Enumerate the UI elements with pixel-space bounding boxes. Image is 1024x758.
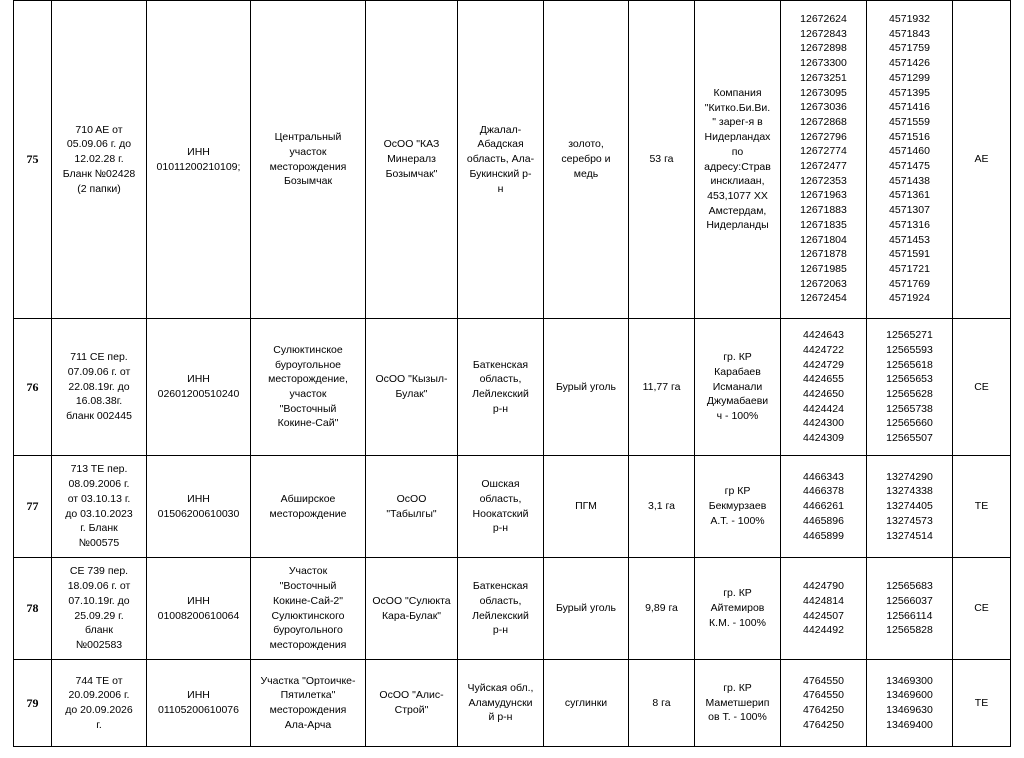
row-number: 76 xyxy=(14,319,52,456)
mineral: Бурый уголь xyxy=(544,558,629,660)
coordinates-x: 4466343 4466378 4466261 4465896 4465899 xyxy=(781,456,867,558)
area: 9,89 га xyxy=(629,558,695,660)
coordinates-x: 12672624 12672843 12672898 12673300 12673251 12673095 12673036 12672868 12672796 12672774 12672477 12672353 12671963 12671883 12671835 12671804 12671878 12671985 12672063 12672454 xyxy=(781,1,867,319)
company-name: ОсОО "Кызыл- Булак" xyxy=(366,319,458,456)
license-code: AE xyxy=(953,1,1011,319)
owner: гр. КР Айтемиров К.М. - 100% xyxy=(695,558,781,660)
mineral: суглинки xyxy=(544,660,629,747)
row-number: 77 xyxy=(14,456,52,558)
coordinates-y: 12565683 12566037 12566114 12565828 xyxy=(867,558,953,660)
coordinates-y: 13274290 13274338 13274405 13274573 13274514 xyxy=(867,456,953,558)
license-code: TE xyxy=(953,660,1011,747)
location: Ошская область, Ноокатский р-н xyxy=(458,456,544,558)
area: 11,77 га xyxy=(629,319,695,456)
mineral: Бурый уголь xyxy=(544,319,629,456)
license-info: 744 TE от 20.09.2006 г. до 20.09.2026 г. xyxy=(52,660,147,747)
inn: ИНН 01008200610064 xyxy=(147,558,251,660)
company-name: ОсОО "Алис- Строй" xyxy=(366,660,458,747)
license-code: TE xyxy=(953,456,1011,558)
owner: гр КР Бекмурзаев А.Т. - 100% xyxy=(695,456,781,558)
owner: гр. КР Карабаев Исманали Джумабаеви ч - 100% xyxy=(695,319,781,456)
coordinates-x: 4764550 4764550 4764250 4764250 xyxy=(781,660,867,747)
owner: гр. КР Маметшерип ов Т. - 100% xyxy=(695,660,781,747)
location: Джалал- Абадская область, Ала- Букинский р- н xyxy=(458,1,544,319)
location: Чуйская обл., Аламудунски й р-н xyxy=(458,660,544,747)
deposit-object: Участок "Восточный Кокине-Сай-2" Сулюктинского буроугольного месторождения xyxy=(251,558,366,660)
table-row xyxy=(14,660,1011,747)
inn: ИНН 01105200610076 xyxy=(147,660,251,747)
area: 8 га xyxy=(629,660,695,747)
table-row xyxy=(14,1,1011,319)
company-name: ОсОО "КАЗ Минералз Бозымчак" xyxy=(366,1,458,319)
license-registry-table xyxy=(13,0,1011,747)
coordinates-y: 12565271 12565593 12565618 12565653 12565628 12565738 12565660 12565507 xyxy=(867,319,953,456)
mineral: ПГМ xyxy=(544,456,629,558)
inn: ИНН 01011200210109; xyxy=(147,1,251,319)
coordinates-x: 4424790 4424814 4424507 4424492 xyxy=(781,558,867,660)
location: Баткенская область, Лейлекский р-н xyxy=(458,558,544,660)
coordinates-x: 4424643 4424722 4424729 4424655 4424650 4424424 4424300 4424309 xyxy=(781,319,867,456)
company-name: ОсОО "Табылгы" xyxy=(366,456,458,558)
table-row xyxy=(14,558,1011,660)
coordinates-y: 4571932 4571843 4571759 4571426 4571299 4571395 4571416 4571559 4571516 4571460 4571475 4571438 4571361 4571307 4571316 4571453 4571591 4571721 4571769 4571924 xyxy=(867,1,953,319)
row-number: 75 xyxy=(14,1,52,319)
location: Баткенская область, Лейлекский р-н xyxy=(458,319,544,456)
license-info: 710 AE от 05.09.06 г. до 12.02.28 г. Бланк №02428 (2 папки) xyxy=(52,1,147,319)
inn: ИНН 02601200510240 xyxy=(147,319,251,456)
mineral: золото, серебро и медь xyxy=(544,1,629,319)
row-number: 78 xyxy=(14,558,52,660)
deposit-object: Центральный участок месторождения Бозымчак xyxy=(251,1,366,319)
license-info: CE 739 пер. 18.09.06 г. от 07.10.19г. до 25.09.29 г. бланк №002583 xyxy=(52,558,147,660)
inn: ИНН 01506200610030 xyxy=(147,456,251,558)
coordinates-y: 13469300 13469600 13469630 13469400 xyxy=(867,660,953,747)
deposit-object: Абширское месторождение xyxy=(251,456,366,558)
table-row xyxy=(14,456,1011,558)
license-info: 713 TE пер. 08.09.2006 г. от 03.10.13 г. до 03.10.2023 г. Бланк №00575 xyxy=(52,456,147,558)
area: 53 га xyxy=(629,1,695,319)
row-number: 79 xyxy=(14,660,52,747)
table-row xyxy=(14,319,1011,456)
deposit-object: Участка "Ортоичке- Пятилетка" месторождения Ала-Арча xyxy=(251,660,366,747)
license-info: 711 CE пер. 07.09.06 г. от 22.08.19г. до 16.08.38г. бланк 002445 xyxy=(52,319,147,456)
license-code: CE xyxy=(953,319,1011,456)
company-name: ОсОО "Сулюкта Кара-Булак" xyxy=(366,558,458,660)
area: 3,1 га xyxy=(629,456,695,558)
license-code: CE xyxy=(953,558,1011,660)
owner: Компания "Китко.Би.Ви. " зарег-я в Нидерландах по адресу:Страв инсклиаан, 453,1077 ХХ Амстердам, Нидерланды xyxy=(695,1,781,319)
deposit-object: Сулюктинское буроугольное месторождение, участок "Восточный Кокине-Сай" xyxy=(251,319,366,456)
